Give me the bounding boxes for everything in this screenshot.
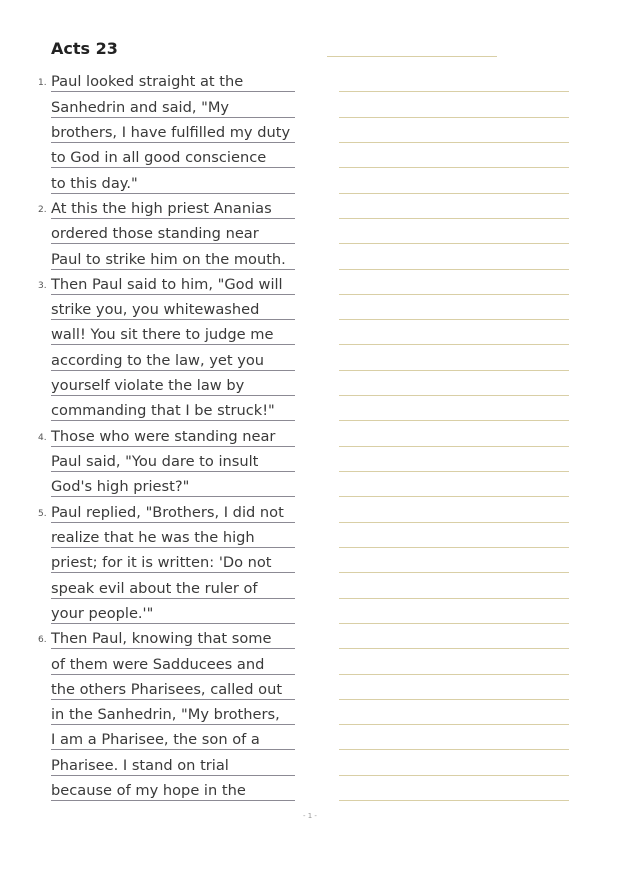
writing-line[interactable]	[339, 219, 569, 244]
verse-line-text: strike you, you whitewashed	[51, 301, 260, 319]
verse-line	[38, 497, 295, 522]
writing-line[interactable]	[339, 624, 569, 649]
verse-line-text: Sanhedrin and said, "My	[51, 98, 230, 116]
verse-line	[51, 168, 295, 193]
verse-line	[38, 624, 295, 649]
verse-number: 1.	[38, 78, 47, 89]
verse-line-text: realize that he was the high	[51, 528, 255, 546]
verse-line	[38, 67, 295, 92]
verse-line-text: to this day."	[51, 174, 138, 192]
verse-line-text: Pharisee. I stand on trial	[51, 756, 229, 774]
writing-line[interactable]	[339, 270, 569, 295]
verse-line	[51, 244, 295, 269]
verse-line	[51, 345, 295, 370]
verse-line-text: speak evil about the ruler of	[51, 579, 258, 597]
verse-number: 6.	[38, 635, 47, 646]
writing-line[interactable]	[339, 472, 569, 497]
verse-line-text: the others Pharisees, called out	[51, 680, 283, 698]
writing-line[interactable]	[339, 725, 569, 750]
verse-line-text: of them were Sadducees and	[51, 655, 265, 673]
writing-line[interactable]	[339, 700, 569, 725]
verse-line-text: At this the high priest Ananias	[51, 199, 272, 217]
writing-line[interactable]	[339, 523, 569, 548]
verse-line-text: wall! You sit there to judge me	[51, 326, 274, 344]
verse-line-text: Then Paul, knowing that some	[51, 630, 272, 648]
verse-line-text: according to the law, yet you	[51, 351, 265, 369]
writing-line[interactable]	[339, 118, 569, 143]
writing-line[interactable]	[339, 421, 569, 446]
writing-line[interactable]	[339, 194, 569, 219]
verse-line	[51, 573, 295, 598]
verse-line-text: because of my hope in the	[51, 782, 246, 800]
writing-line[interactable]	[339, 447, 569, 472]
copy-writing-column	[339, 67, 569, 801]
verse-line-text: Paul looked straight at the	[51, 73, 244, 91]
verse-line	[51, 523, 295, 548]
verse-line	[51, 776, 295, 801]
verse-line	[51, 599, 295, 624]
writing-line[interactable]	[339, 649, 569, 674]
verse-line-text: ordered those standing near	[51, 225, 259, 243]
writing-line[interactable]	[339, 67, 569, 92]
verse-line	[38, 194, 295, 219]
writing-line[interactable]	[339, 345, 569, 370]
verse-line	[51, 396, 295, 421]
writing-line[interactable]	[339, 143, 569, 168]
writing-line[interactable]	[339, 320, 569, 345]
verse-line	[51, 143, 295, 168]
verse-line-text: brothers, I have fulfilled my duty	[51, 123, 291, 141]
writing-line[interactable]	[339, 92, 569, 117]
writing-line[interactable]	[339, 497, 569, 522]
verse-line-text: Then Paul said to him, "God will	[51, 275, 283, 293]
verse-line	[51, 750, 295, 775]
verse-line-text: in the Sanhedrin, "My brothers,	[51, 706, 280, 724]
writing-line[interactable]	[339, 599, 569, 624]
verse-line	[51, 219, 295, 244]
verse-line	[51, 447, 295, 472]
verse-number: 4.	[38, 432, 47, 443]
page-number: - 1 -	[303, 812, 317, 820]
verse-line-text: to God in all good conscience	[51, 149, 267, 167]
verse-line-text: commanding that I be struck!"	[51, 402, 275, 420]
verse-line	[51, 371, 295, 396]
writing-line[interactable]	[339, 295, 569, 320]
verse-line	[51, 725, 295, 750]
verse-line-text: Paul replied, "Brothers, I did not	[51, 503, 284, 521]
writing-line[interactable]	[339, 573, 569, 598]
verse-line-text: Paul said, "You dare to insult	[51, 453, 259, 470]
verse-number: 3.	[38, 280, 47, 291]
verse-line-text: yourself violate the law by	[51, 377, 245, 395]
verse-line	[51, 320, 295, 345]
verse-line	[38, 270, 295, 295]
verse-line-text: God's high priest?"	[51, 478, 190, 496]
title-writing-line	[327, 56, 497, 57]
verse-line	[51, 675, 295, 700]
verse-line	[51, 92, 295, 117]
verse-number: 2.	[38, 204, 47, 215]
verse-line	[38, 421, 295, 446]
writing-line[interactable]	[339, 750, 569, 775]
verse-line	[51, 548, 295, 573]
verse-line	[51, 649, 295, 674]
writing-line[interactable]	[339, 396, 569, 421]
verse-line-text: I am a Pharisee, the son of a	[51, 731, 260, 749]
verse-line	[51, 700, 295, 725]
verse-line	[51, 472, 295, 497]
verse-line-text: your people.'"	[51, 604, 154, 622]
verse-line-text: Paul to strike him on the mouth.	[51, 250, 286, 268]
writing-line[interactable]	[339, 244, 569, 269]
writing-line[interactable]	[339, 776, 569, 801]
verse-line	[51, 295, 295, 320]
writing-line[interactable]	[339, 548, 569, 573]
page-title: Acts 23	[51, 39, 118, 58]
verse-text-column	[38, 67, 295, 801]
writing-line[interactable]	[339, 168, 569, 193]
writing-line[interactable]	[339, 371, 569, 396]
writing-line[interactable]	[339, 675, 569, 700]
verse-line	[51, 118, 295, 143]
verse-number: 5.	[38, 508, 47, 519]
verse-line-text: Those who were standing near	[51, 427, 276, 445]
verse-line-text: priest; for it is written: 'Do not	[51, 554, 272, 572]
